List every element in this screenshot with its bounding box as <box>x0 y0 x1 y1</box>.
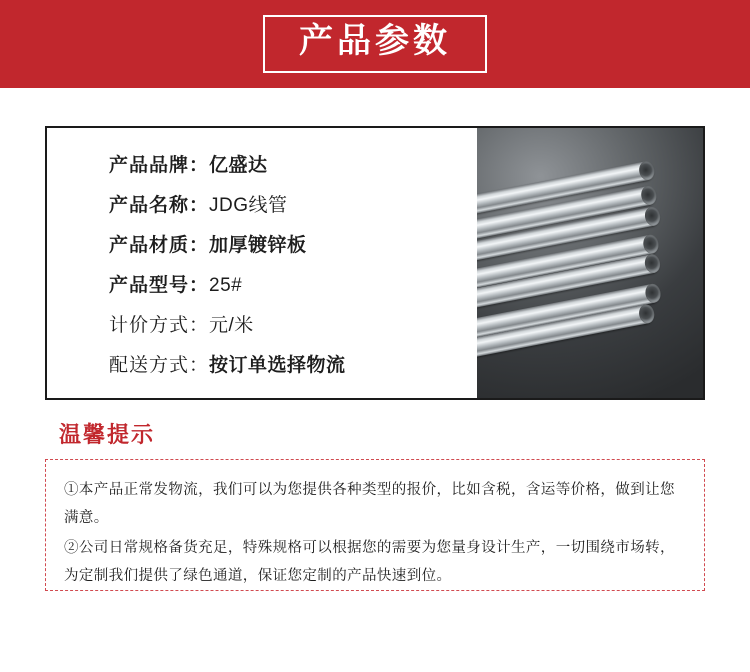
spec-value-brand: 亿盛达 <box>209 155 268 176</box>
spec-value-material: 加厚镀锌板 <box>209 235 307 256</box>
tips-box <box>45 459 705 591</box>
spec-label-material: 产品材质： <box>109 235 210 256</box>
spec-value-model: 25# <box>209 275 243 296</box>
banner-title-box <box>263 15 487 72</box>
tips-section <box>45 418 705 618</box>
spec-label-brand: 产品品牌： <box>109 155 210 176</box>
spec-label-pricing: 计价方式： <box>109 315 210 336</box>
product-photo <box>477 128 703 398</box>
page-banner <box>0 0 750 88</box>
spec-value-name: JDG线管 <box>209 195 288 216</box>
tips-line: ②公司日常规格备货充足，特殊规格可以根据您的需要为您量身设计生产，一切围绕市场转，为定制我们提供了绿色通道，保证您定制的产品快速到位。 <box>64 540 675 584</box>
spec-label-delivery: 配送方式： <box>109 355 210 376</box>
spec-value-pricing: 元/米 <box>209 315 254 336</box>
page-title: 产品参数 <box>299 22 451 61</box>
spec-row <box>109 270 477 310</box>
specification-list <box>47 128 477 398</box>
spec-label-name: 产品名称： <box>109 195 210 216</box>
spec-label-model: 产品型号： <box>109 275 210 296</box>
tips-line: ①本产品正常发物流，我们可以为您提供各种类型的报价，比如含税，含运等价格，做到让您满意。 <box>64 482 675 526</box>
spec-row <box>109 230 477 270</box>
tips-title: 温馨提示 <box>59 422 156 447</box>
spec-row <box>109 310 477 350</box>
specification-panel <box>45 126 705 400</box>
conduit-tubes-illustration <box>477 128 703 398</box>
spec-row <box>109 190 477 230</box>
spec-row <box>109 150 477 190</box>
spec-value-delivery: 按订单选择物流 <box>209 355 346 376</box>
spec-row <box>109 350 477 390</box>
